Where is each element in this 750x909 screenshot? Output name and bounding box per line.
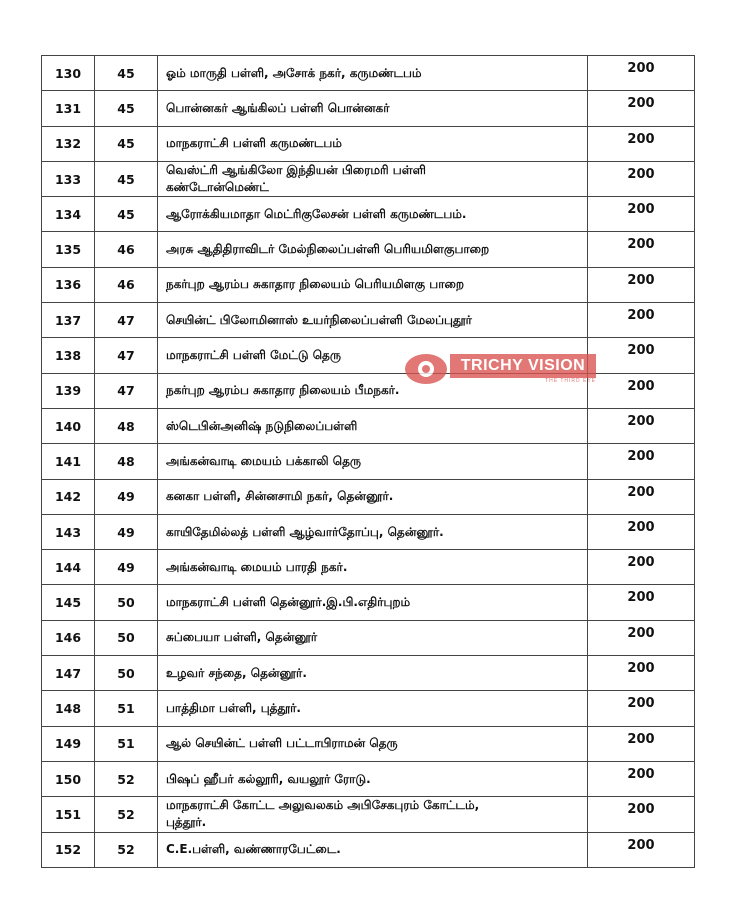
- eye-logo-icon: [404, 352, 448, 386]
- location-line: ஆரோக்கியமாதா மெட்ரிகுலேசன் பள்ளி கருமண்டபம்.: [166, 206, 467, 221]
- table-row: [42, 620, 695, 655]
- ward-number-cell: 52: [95, 761, 158, 796]
- location-cell: [158, 126, 588, 161]
- count-cell: 200: [588, 726, 695, 761]
- count-cell: 200: [588, 56, 695, 91]
- table-row: [42, 514, 695, 549]
- location-line: உழவர் சந்தை, தென்னூர்.: [166, 665, 307, 680]
- ward-number-cell: 46: [95, 232, 158, 267]
- table-row: [42, 126, 695, 161]
- count-cell: 200: [588, 303, 695, 338]
- serial-number-cell: 141: [42, 444, 95, 479]
- ward-number-cell: 51: [95, 691, 158, 726]
- table-row: [42, 656, 695, 691]
- table-row: [42, 585, 695, 620]
- ward-number-cell: 52: [95, 797, 158, 832]
- count-cell: 200: [588, 444, 695, 479]
- location-line: கனகா பள்ளி, சின்னசாமி நகர், தென்னூர்.: [166, 489, 394, 504]
- location-cell: [158, 56, 588, 91]
- count-cell: 200: [588, 761, 695, 796]
- serial-number-cell: 146: [42, 620, 95, 655]
- count-cell: 200: [588, 91, 695, 126]
- table-row: [42, 56, 695, 91]
- table-row: [42, 232, 695, 267]
- table-row: [42, 479, 695, 514]
- table-row: [42, 303, 695, 338]
- ward-number-cell: 45: [95, 197, 158, 232]
- count-cell: 200: [588, 620, 695, 655]
- ward-number-cell: 45: [95, 91, 158, 126]
- location-line: மாநகராட்சி கோட்ட அலுவலகம் அபிசேகபுரம் கோட்டம்,: [166, 798, 480, 813]
- serial-number-cell: 143: [42, 514, 95, 549]
- location-line: அங்கன்வாடி மையம் பாரதி நகர்.: [166, 559, 348, 574]
- location-line: ஸ்டெபின்அனிஷ் நடுநிலைப்பள்ளி: [166, 418, 358, 433]
- location-cell: [158, 161, 588, 196]
- ward-number-cell: 45: [95, 161, 158, 196]
- serial-number-cell: 130: [42, 56, 95, 91]
- ward-number-cell: 50: [95, 656, 158, 691]
- location-line: நகர்புற ஆரம்ப சுகாதார நிலையம் பீமநகர்.: [166, 383, 400, 398]
- serial-number-cell: 132: [42, 126, 95, 161]
- table-row: [42, 797, 695, 832]
- location-line: வெஸ்ட்ரி ஆங்கிலோ இந்தியன் பிரைமரி பள்ளி: [166, 163, 426, 178]
- watermark: [404, 352, 596, 386]
- location-line: பாத்திமா பள்ளி, புத்தூர்.: [166, 700, 301, 715]
- location-cell: [158, 656, 588, 691]
- location-cell: [158, 726, 588, 761]
- table-body: [42, 56, 695, 868]
- count-cell: 200: [588, 514, 695, 549]
- location-cell: [158, 585, 588, 620]
- count-cell: 200: [588, 585, 695, 620]
- location-cell: [158, 267, 588, 302]
- serial-number-cell: 152: [42, 832, 95, 867]
- location-line: கண்டோன்மெண்ட்: [166, 180, 269, 195]
- count-cell: 200: [588, 126, 695, 161]
- location-line: மாநகராட்சி பள்ளி தென்னூர்.இ.பி.எதிர்புறம்: [166, 595, 411, 610]
- serial-number-cell: 138: [42, 338, 95, 373]
- ward-number-cell: 49: [95, 479, 158, 514]
- location-line: C.E.பள்ளி, வண்ணாரபேட்டை.: [166, 842, 341, 857]
- table-row: [42, 197, 695, 232]
- ward-number-cell: 52: [95, 832, 158, 867]
- ward-number-cell: 46: [95, 267, 158, 302]
- ward-number-cell: 49: [95, 514, 158, 549]
- ward-number-cell: 47: [95, 373, 158, 408]
- location-line: மாநகராட்சி பள்ளி மேட்டு தெரு: [166, 348, 341, 363]
- location-cell: [158, 303, 588, 338]
- location-line: ஓம் மாருதி பள்ளி, அசோக் நகர், கருமண்டபம்: [166, 65, 422, 80]
- ward-number-cell: 50: [95, 585, 158, 620]
- count-cell: 200: [588, 656, 695, 691]
- serial-number-cell: 150: [42, 761, 95, 796]
- location-cell: [158, 408, 588, 443]
- table-row: [42, 373, 695, 408]
- location-line: பொன்னகர் ஆங்கிலப் பள்ளி பொன்னகர்: [166, 100, 390, 115]
- table-row: [42, 161, 695, 196]
- location-line: ஆல் செயின்ட் பள்ளி பட்டாபிராமன் தெரு: [166, 736, 398, 751]
- ward-number-cell: 50: [95, 620, 158, 655]
- location-cell: [158, 832, 588, 867]
- location-line: நகர்புற ஆரம்ப சுகாதார நிலையம் பெரியமிளகு பாறை: [166, 277, 465, 292]
- table-row: [42, 408, 695, 443]
- ward-number-cell: 47: [95, 303, 158, 338]
- location-line: புத்தூர்.: [166, 815, 207, 830]
- location-cell: [158, 761, 588, 796]
- table-row: [42, 726, 695, 761]
- count-cell: 200: [588, 550, 695, 585]
- count-cell: 200: [588, 373, 695, 408]
- serial-number-cell: 140: [42, 408, 95, 443]
- location-line: அங்கன்வாடி மையம் பக்காலி தெரு: [166, 453, 362, 468]
- serial-number-cell: 148: [42, 691, 95, 726]
- serial-number-cell: 145: [42, 585, 95, 620]
- location-cell: [158, 232, 588, 267]
- location-line: மாநகராட்சி பள்ளி கருமண்டபம்: [166, 136, 342, 151]
- count-cell: 200: [588, 232, 695, 267]
- serial-number-cell: 151: [42, 797, 95, 832]
- count-cell: 200: [588, 832, 695, 867]
- count-cell: 200: [588, 197, 695, 232]
- table-row: [42, 832, 695, 867]
- ward-number-cell: 51: [95, 726, 158, 761]
- ward-number-cell: 48: [95, 444, 158, 479]
- ward-number-cell: 48: [95, 408, 158, 443]
- count-cell: 200: [588, 408, 695, 443]
- serial-number-cell: 142: [42, 479, 95, 514]
- schedule-table: [41, 55, 695, 868]
- table-row: [42, 338, 695, 373]
- serial-number-cell: 135: [42, 232, 95, 267]
- location-line: காயிதேமில்லத் பள்ளி ஆழ்வார்தோப்பு, தென்னூர்.: [166, 524, 444, 539]
- serial-number-cell: 144: [42, 550, 95, 585]
- ward-number-cell: 45: [95, 56, 158, 91]
- location-line: செயின்ட் பிலோமினாஸ் உயர்நிலைப்பள்ளி மேலப்புதூர்: [166, 312, 472, 327]
- ward-number-cell: 49: [95, 550, 158, 585]
- location-cell: [158, 514, 588, 549]
- table-row: [42, 267, 695, 302]
- serial-number-cell: 134: [42, 197, 95, 232]
- location-cell: [158, 620, 588, 655]
- location-cell: [158, 691, 588, 726]
- location-line: பிஷப் ஹீபர் கல்லூரி, வயலூர் ரோடு.: [166, 771, 371, 786]
- table-row: [42, 444, 695, 479]
- serial-number-cell: 137: [42, 303, 95, 338]
- location-line: சுப்பையா பள்ளி, தென்னூர்: [166, 630, 318, 645]
- location-line: அரசு ஆதிதிராவிடர் மேல்நிலைப்பள்ளி பெரியமிளகுபாறை: [166, 242, 490, 257]
- serial-number-cell: 136: [42, 267, 95, 302]
- ward-number-cell: 45: [95, 126, 158, 161]
- count-cell: 200: [588, 161, 695, 196]
- location-cell: [158, 197, 588, 232]
- serial-number-cell: 131: [42, 91, 95, 126]
- serial-number-cell: 147: [42, 656, 95, 691]
- table-row: [42, 550, 695, 585]
- count-cell: 200: [588, 797, 695, 832]
- serial-number-cell: 149: [42, 726, 95, 761]
- location-cell: [158, 479, 588, 514]
- location-cell: [158, 91, 588, 126]
- location-cell: [158, 550, 588, 585]
- serial-number-cell: 139: [42, 373, 95, 408]
- ward-number-cell: 47: [95, 338, 158, 373]
- table-row: [42, 91, 695, 126]
- count-cell: 200: [588, 479, 695, 514]
- count-cell: 200: [588, 691, 695, 726]
- table-row: [42, 691, 695, 726]
- watermark-tagline: THE THIRD EYE: [545, 378, 596, 384]
- watermark-brand: TRICHY VISION: [450, 354, 596, 378]
- location-cell: [158, 797, 588, 832]
- table-row: [42, 761, 695, 796]
- location-cell: [158, 444, 588, 479]
- count-cell: 200: [588, 338, 695, 373]
- count-cell: 200: [588, 267, 695, 302]
- serial-number-cell: 133: [42, 161, 95, 196]
